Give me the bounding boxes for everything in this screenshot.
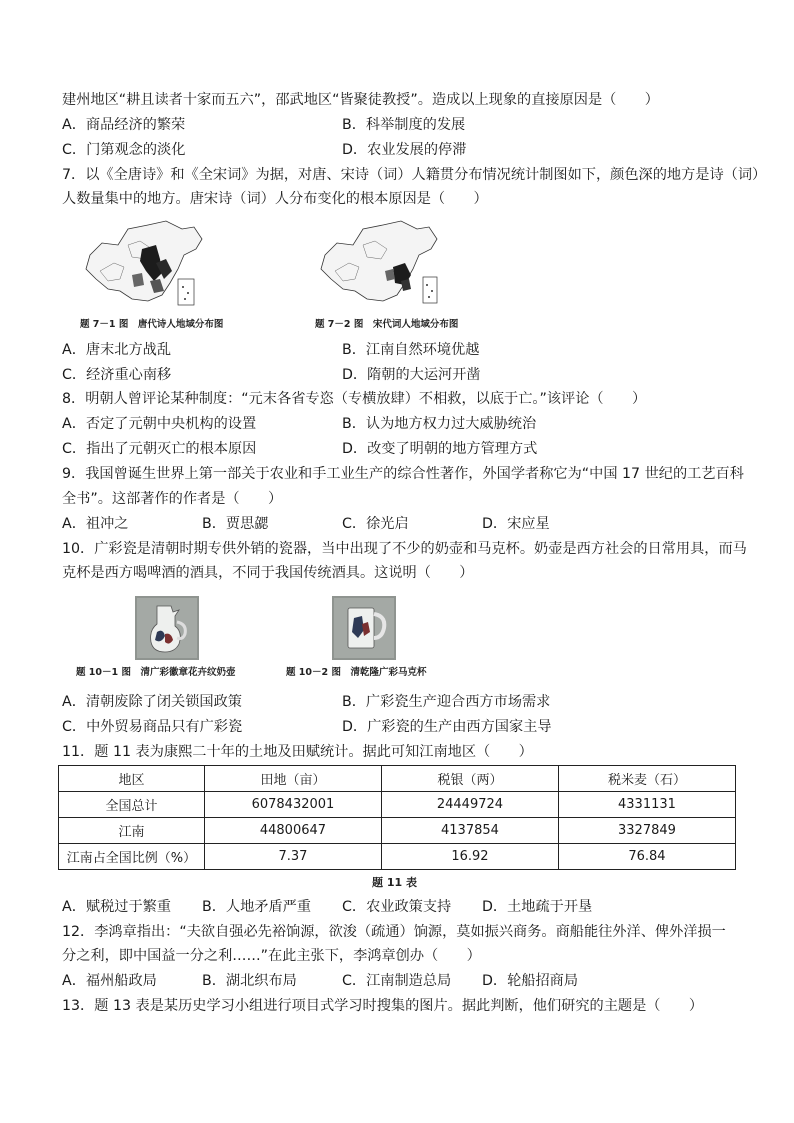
q12-option-d[interactable]: D．轮船招商局 bbox=[482, 973, 579, 989]
table-cell: 江南占全国比例（%） bbox=[59, 844, 205, 870]
q10-stem-line2: 克杯是西方喝啤酒的酒具，不同于我国传统酒具。这说明（ ） bbox=[62, 565, 474, 581]
q8-option-b[interactable]: B．认为地方权力过大威胁统治 bbox=[342, 416, 537, 432]
tang-poets-map bbox=[70, 215, 220, 315]
table-row bbox=[59, 792, 736, 818]
q10-stem-line1: 10．广彩瓷是清朝时期专供外销的瓷器，当中出现了不少的奶壶和马克杯。奶壶是西方社会的日常用具，而马 bbox=[62, 541, 747, 557]
q6-option-c[interactable]: C．门第观念的淡化 bbox=[62, 142, 186, 158]
q7-fig1-caption: 题 7－1 图 唐代诗人地域分布图 bbox=[80, 319, 224, 330]
song-lyricists-map bbox=[305, 215, 455, 315]
table-cell: 3327849 bbox=[558, 818, 735, 844]
q12-option-a[interactable]: A．福州船政局 bbox=[62, 973, 157, 989]
q9-option-a[interactable]: A．祖冲之 bbox=[62, 516, 129, 532]
table-cell: 4331131 bbox=[558, 792, 735, 818]
table-cell: 44800647 bbox=[204, 818, 381, 844]
table-cell: 全国总计 bbox=[59, 792, 205, 818]
q10-option-d[interactable]: D．广彩瓷的生产由西方国家主导 bbox=[342, 719, 552, 735]
q11-stem: 11．题 11 表为康熙二十年的土地及田赋统计。据此可知江南地区（ ） bbox=[62, 744, 533, 760]
q6-stem: 建州地区“耕且读者十家而五六”，邵武地区“皆聚徒教授”。造成以上现象的直接原因是（ ） bbox=[62, 92, 659, 108]
q11-option-b[interactable]: B．人地矛盾严重 bbox=[202, 899, 312, 915]
q9-option-d[interactable]: D．宋应星 bbox=[482, 516, 550, 532]
q8-option-c[interactable]: C．指出了元朝灭亡的根本原因 bbox=[62, 441, 257, 457]
q11-table-caption: 题 11 表 bbox=[372, 876, 417, 889]
table-header-cell: 税银（两） bbox=[381, 766, 558, 792]
q9-option-c[interactable]: C．徐光启 bbox=[342, 516, 409, 532]
mug-photo bbox=[332, 596, 396, 660]
q6-option-b[interactable]: B．科举制度的发展 bbox=[342, 117, 466, 133]
q8-stem: 8．明朝人曾评论某种制度：“元末各省专恣（专横放肆）不相救，以底于亡。”该评论（ ） bbox=[62, 391, 647, 407]
q13-stem: 13．题 13 表是某历史学习小组进行项目式学习时搜集的图片。据此判断，他们研究的主题是（ ） bbox=[62, 998, 704, 1014]
table-header-cell: 田地（亩） bbox=[204, 766, 381, 792]
q8-option-d[interactable]: D．改变了明朝的地方管理方式 bbox=[342, 441, 538, 457]
q9-option-b[interactable]: B．贾思勰 bbox=[202, 516, 269, 532]
q10-option-b[interactable]: B．广彩瓷生产迎合西方市场需求 bbox=[342, 694, 551, 710]
q10-option-a[interactable]: A．清朝废除了闭关锁国政策 bbox=[62, 694, 242, 710]
q10-option-c[interactable]: C．中外贸易商品只有广彩瓷 bbox=[62, 719, 243, 735]
q7-option-b[interactable]: B．江南自然环境优越 bbox=[342, 342, 480, 358]
q8-option-a[interactable]: A．否定了元朝中央机构的设置 bbox=[62, 416, 257, 432]
q6-option-d[interactable]: D．农业发展的停滞 bbox=[342, 142, 467, 158]
table-cell: 4137854 bbox=[381, 818, 558, 844]
q10-fig1-caption: 题 10－1 图 清广彩徽章花卉纹奶壶 bbox=[76, 667, 236, 678]
q7-stem-line1: 7．以《全唐诗》和《全宋词》为据，对唐、宋诗（词）人籍贯分布情况统计制图如下，颜色深的地方是诗（词） bbox=[62, 167, 767, 183]
q7-fig2-caption: 题 7－2 图 宋代词人地域分布图 bbox=[315, 319, 459, 330]
q6-option-a[interactable]: A．商品经济的繁荣 bbox=[62, 117, 186, 133]
q9-stem-line1: 9．我国曾诞生世界上第一部关于农业和手工业生产的综合性著作，外国学者称它为“中国 17 世纪的工艺百科 bbox=[62, 466, 744, 482]
q12-stem-line2: 分之利，即中国益一分之利……”在此主张下，李鸿章创办（ ） bbox=[62, 948, 481, 964]
q7-option-c[interactable]: C．经济重心南移 bbox=[62, 367, 172, 383]
table-header-cell: 税米麦（石） bbox=[558, 766, 735, 792]
q7-option-a[interactable]: A．唐末北方战乱 bbox=[62, 342, 172, 358]
q11-option-a[interactable]: A．赋税过于繁重 bbox=[62, 899, 172, 915]
q11-option-c[interactable]: C．农业政策支持 bbox=[342, 899, 452, 915]
table-row bbox=[59, 818, 736, 844]
table-cell: 江南 bbox=[59, 818, 205, 844]
q7-stem-line2: 人数量集中的地方。唐宋诗（词）人分布变化的根本原因是（ ） bbox=[62, 191, 488, 207]
table-cell: 6078432001 bbox=[204, 792, 381, 818]
table-cell: 16.92 bbox=[381, 844, 558, 870]
table-header-row bbox=[59, 766, 736, 792]
table-cell: 24449724 bbox=[381, 792, 558, 818]
q12-option-c[interactable]: C．江南制造总局 bbox=[342, 973, 452, 989]
table-cell: 76.84 bbox=[558, 844, 735, 870]
table-row bbox=[59, 844, 736, 870]
q9-stem-line2: 全书”。这部著作的作者是（ ） bbox=[62, 491, 283, 507]
table-header-cell: 地区 bbox=[59, 766, 205, 792]
milk-jug-photo bbox=[135, 596, 199, 660]
q10-fig2-caption: 题 10－2 图 清乾隆广彩马克杯 bbox=[286, 667, 427, 678]
q7-option-d[interactable]: D．隋朝的大运河开凿 bbox=[342, 367, 481, 383]
q12-option-b[interactable]: B．湖北织布局 bbox=[202, 973, 297, 989]
q11-option-d[interactable]: D．土地疏于开垦 bbox=[482, 899, 593, 915]
table-cell: 7.37 bbox=[204, 844, 381, 870]
q11-table bbox=[58, 765, 736, 870]
q12-stem-line1: 12．李鸿章指出：“夫欲自强必先裕饷源，欲浚（疏通）饷源，莫如振兴商务。商船能往外洋、俾外洋损一 bbox=[62, 924, 726, 940]
